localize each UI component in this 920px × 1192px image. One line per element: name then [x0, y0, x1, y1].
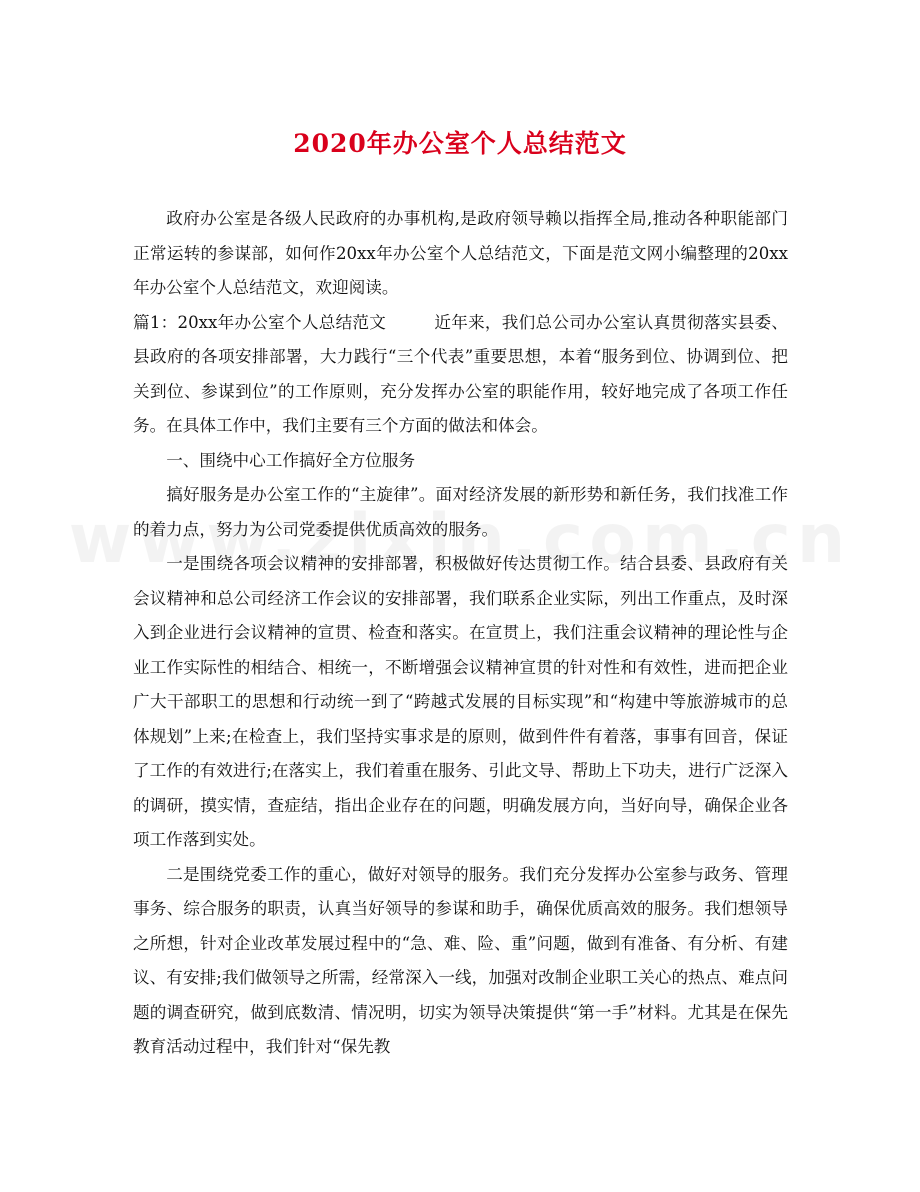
paragraph: 二是围绕党委工作的重心，做好对领导的服务。我们充分发挥办公室参与政务、管理事务、综合服务的职责，认真当好领导的参谋和助手，确保优质高效的服务。我们想领导之所想，针对企业改革发展过程中的“急、难、险、重”问题，做到有准备、有分析、有建议、有安排;我们做领导之所需，经常深入一线，加强对改制企业职工关心的热点、难点问题的调查研究，做到底数清、情况明，切实为领导决策提供“第一手”材料。尤其是在保先教育活动过程中，我们针对“保先教	[133, 864, 788, 1056]
paragraph: 搞好服务是办公室工作的“主旋律”。面对经济发展的新形势和新任务，我们找准工作的着力点，努力为公司党委提供优质高效的服务。	[133, 485, 788, 539]
document-body	[133, 202, 788, 1065]
intro-paragraph: 政府办公室是各级人民政府的办事机构,是政府领导赖以指挥全局,推动各种职能部门正常运转的参谋部，如何作20xx年办公室个人总结范文，下面是范文网小编整理的20xx年办公室个人总结范文，欢迎阅读。	[133, 209, 788, 297]
subheading: 一、围绕中心工作搞好全方位服务	[166, 450, 416, 470]
document-title: 2020年办公室个人总结范文	[293, 129, 627, 158]
paragraph: 一是围绕各项会议精神的安排部署，积极做好传达贯彻工作。结合县委、县政府有关会议精神和总公司经济工作会议的安排部署，我们联系企业实际，列出工作重点，及时深入到企业进行会议精神的宣贯、检查和落实。在宣贯上，我们注重会议精神的理论性与企业工作实际性的相结合、相统一，不断增强会议精神宣贯的针对性和有效性，进而把企业广大干部职工的思想和行动统一到了“跨越式发展的目标实现”和“构建中等旅游城市的总体规划”上来;在检查上，我们坚持实事求是的原则，做到件件有着落，事事有回音，保证了工作的有效进行;在落实上，我们着重在服务、引此文导、帮助上下功夫，进行广泛深入的调研，摸实情，查症结，指出企业存在的问题，明确发展方向，当好向导，确保企业各项工作落到实处。	[133, 554, 788, 849]
section-heading: 篇1：20xx年办公室个人总结范文	[133, 312, 387, 332]
section-text: 近年来，我们总公司办公室认真贯彻落实县委、县政府的各项安排部署，大力践行“三个代表”重要思想，本着“服务到位、协调到位、把关到位、参谋到位”的工作原则，充分发挥办公室的职能作用，较好地完成了各项工作任务。在具体工作中，我们主要有三个方面的做法和体会。	[133, 312, 789, 435]
section-paragraph	[133, 306, 788, 444]
